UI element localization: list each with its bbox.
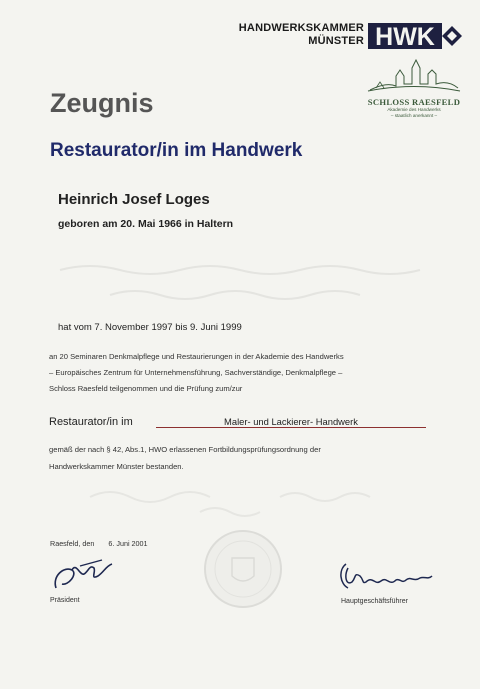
embossed-seal [202,528,284,615]
logo-text: HWK [375,23,435,50]
org-line1: HANDWERKSKAMMER [238,22,364,34]
closing-line: Handwerkskammer Münster bestanden. [49,462,184,471]
president-title: Präsident [50,597,80,604]
issue-date [50,539,160,548]
watermark-signatures [80,482,420,522]
closing-line: gemäß der nach § 42, Abs.1, HWO erlassenen Fortbildungsprüfungsordnung der [49,445,321,454]
body-line: an 20 Seminaren Denkmalpflege und Restaurierungen in der Akademie des Handwerks [49,352,344,361]
watermark-script [50,240,440,320]
restaurator-underline [156,427,426,428]
issue-place: Raesfeld, den [50,539,95,548]
birth-info: geboren am 20. Mai 1966 in Haltern [58,218,234,230]
director-signature [334,558,434,594]
certificate-title: Zeugnis [50,88,154,118]
body-line: – Europäisches Zentrum für Unternehmensführung, Sachverständige, Denkmalpflege – [49,368,343,377]
restaurator-label: Restaurator/in im [49,416,133,428]
restaurator-value: Maler- und Lackierer- Handwerk [224,416,358,427]
org-name [232,22,364,48]
president-signature [50,556,116,594]
schloss-raesfeld-seal [364,58,464,119]
certificate-subtitle: Restaurator/in im Handwerk [50,140,303,161]
seal-sub1: Akademie des Handwerks [387,107,441,112]
director-title: Hauptgeschäftsführer [341,598,408,605]
org-line2: MÜNSTER [308,35,364,47]
closing-paragraph [49,441,449,475]
issue-date-value: 6. Juni 2001 [108,539,148,548]
castle-icon [366,58,462,94]
hwk-logo [368,22,462,50]
period-text: hat vom 7. November 1997 bis 9. Juni 1999 [58,322,242,333]
body-paragraph [49,349,449,397]
seal-sub2: – staatlich anerkannt – [390,113,438,118]
body-line: Schloss Raesfeld teilgenommen und die Prüfung zum/zur [49,384,243,393]
holder-name: Heinrich Josef Loges [58,191,210,208]
seal-name: SCHLOSS RAESFELD [367,97,461,107]
